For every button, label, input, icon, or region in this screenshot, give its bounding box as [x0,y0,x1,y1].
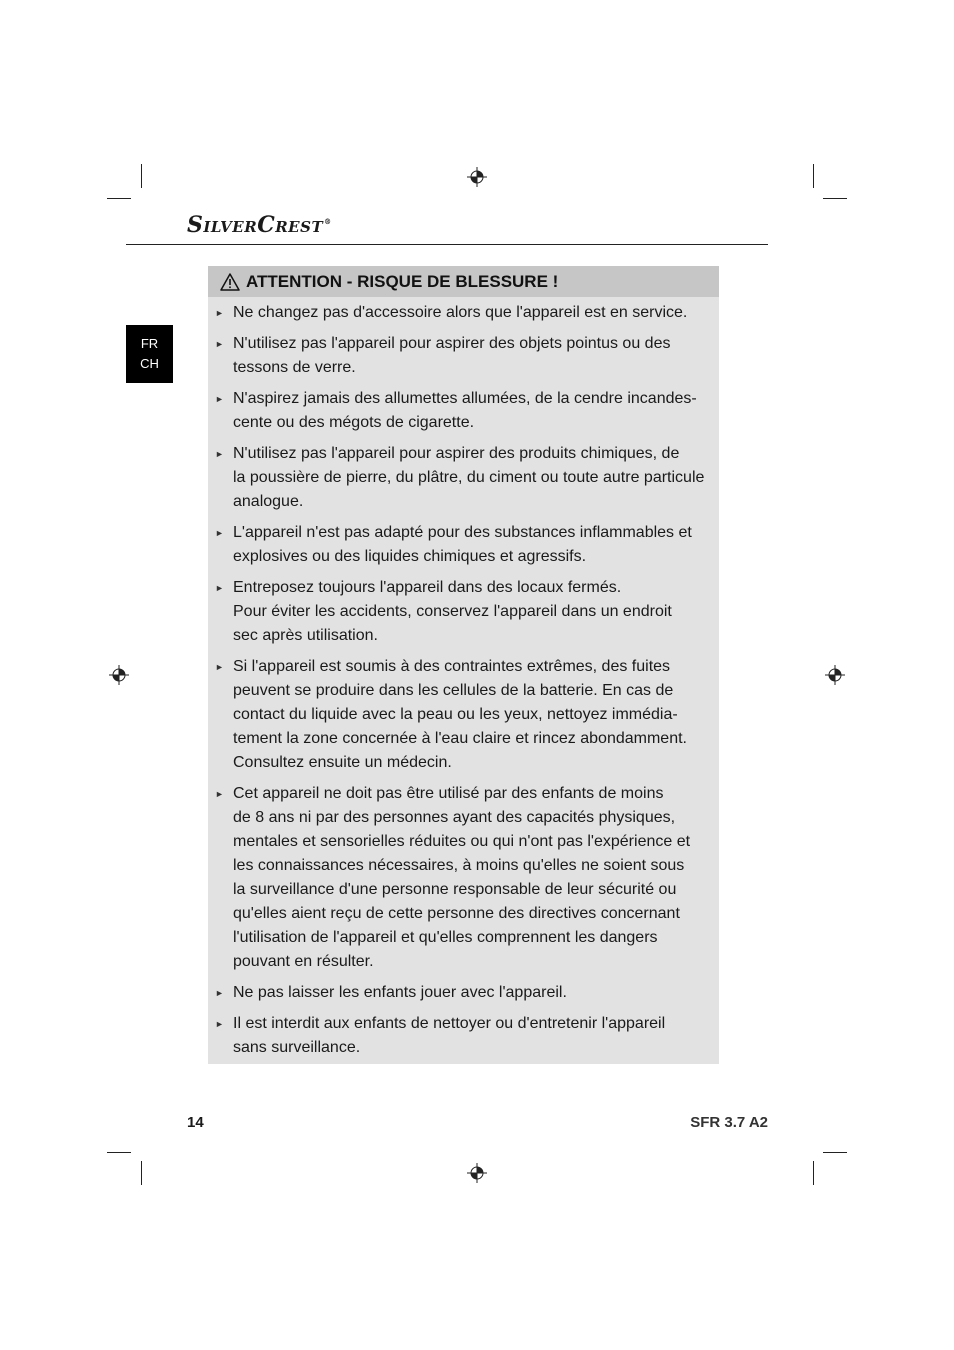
language-tab [126,325,173,383]
list-item-line: sec après utilisation. [233,627,378,644]
warning-header [208,266,719,297]
registration-mark-icon [467,167,487,187]
crop-mark [141,164,142,188]
registration-mark-icon [109,665,129,685]
list-item-line: peuvent se produire dans les cellules de la batterie. En cas de [233,682,674,699]
list-item-line: la surveillance d'une personne responsable de leur sécurité ou [233,881,677,898]
list-item-line: tessons de verre. [233,359,356,376]
list-item [215,576,709,648]
crop-mark [107,198,131,199]
crop-mark [813,1161,814,1185]
bullet-arrow-icon: ► [215,789,224,799]
bullet-arrow-icon: ► [215,1019,224,1029]
model-number: SFR 3.7 A2 [690,1114,768,1131]
header-rule [126,244,768,245]
list-item-line: explosives ou des liquides chimiques et agressifs. [233,548,587,565]
brand-logo: SilverCrest® [187,212,332,238]
warning-list [208,297,719,1060]
list-item-line: Consultez ensuite un médecin. [233,754,452,771]
list-item-line: contact du liquide avec la peau ou les yeux, nettoyez immédia- [233,706,678,723]
crop-mark [107,1152,131,1153]
list-item-line: N'aspirez jamais des allumettes allumées, de la cendre incandes- [233,390,697,407]
list-item [215,1012,709,1060]
list-item [215,301,709,325]
list-item-line: de 8 ans ni par des personnes ayant des capacités physiques, [233,809,676,826]
list-item-line: cente ou des mégots de cigarette. [233,414,475,431]
list-item [215,332,709,380]
bullet-arrow-icon: ► [215,583,224,593]
list-item-line: Ne pas laisser les enfants jouer avec l'appareil. [233,984,567,1001]
crop-mark [823,198,847,199]
bullet-arrow-icon: ► [215,449,224,459]
registration-mark-icon [467,1163,487,1183]
list-item-line: tement la zone concernée à l'eau claire et rincez abondamment. [233,730,687,747]
list-item-line: les connaissances nécessaires, à moins qu'elles ne soient sous [233,857,685,874]
page-number: 14 [187,1114,204,1131]
list-item-line: sans surveillance. [233,1039,361,1056]
list-item-line: L'appareil n'est pas adapté pour des substances inflammables et [233,524,692,541]
bullet-arrow-icon: ► [215,339,224,349]
warning-title: ATTENTION - RISQUE DE BLESSURE ! [246,271,559,291]
list-item [215,521,709,569]
bullet-arrow-icon: ► [215,988,224,998]
list-item-line: l'utilisation de l'appareil et qu'elles comprennent les dangers [233,929,658,946]
list-item [215,387,709,435]
list-item-line: mentales et sensorielles réduites ou qui n'ont pas l'expérience et [233,833,691,850]
bullet-arrow-icon: ► [215,308,224,318]
list-item-line: Il est interdit aux enfants de nettoyer ou d'entretenir l'appareil [233,1015,666,1032]
crop-mark [141,1161,142,1185]
crop-mark [823,1152,847,1153]
list-item [215,442,709,514]
list-item-line: analogue. [233,493,304,510]
list-item-line: Pour éviter les accidents, conservez l'appareil dans un endroit [233,603,672,620]
bullet-arrow-icon: ► [215,662,224,672]
list-item-line: Cet appareil ne doit pas être utilisé par des enfants de moins [233,785,664,802]
list-item [215,782,709,974]
warning-box [208,266,719,1064]
list-item-line: Ne changez pas d'accessoire alors que l'appareil est en service. [233,304,688,321]
list-item-line: la poussière de pierre, du plâtre, du ciment ou toute autre particule [233,469,705,486]
language-code: FR [140,336,159,351]
list-item-line: Si l'appareil est soumis à des contraintes extrêmes, des fuites [233,658,671,675]
crop-mark [813,164,814,188]
list-item-line: N'utilisez pas l'appareil pour aspirer des produits chimiques, de [233,445,680,462]
list-item-line: pouvant en résulter. [233,953,374,970]
bullet-arrow-icon: ► [215,528,224,538]
bullet-arrow-icon: ► [215,394,224,404]
list-item [215,981,709,1005]
list-item [215,655,709,775]
warning-triangle-icon [220,273,240,291]
registration-mark-icon [825,665,845,685]
list-item-line: N'utilisez pas l'appareil pour aspirer des objets pointus ou des [233,335,671,352]
list-item-line: Entreposez toujours l'appareil dans des locaux fermés. [233,579,622,596]
language-code: CH [140,356,159,371]
list-item-line: qu'elles aient reçu de cette personne des directives concernant [233,905,680,922]
